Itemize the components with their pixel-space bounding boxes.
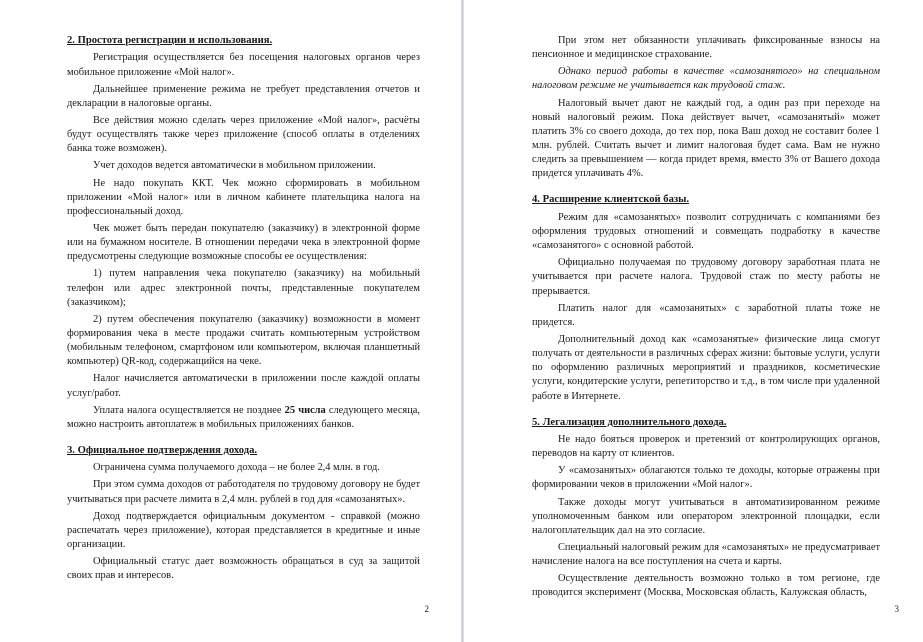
section-3-heading: 3. Официальное подтверждения дохода.	[67, 444, 258, 456]
paragraph: Официальный статус дает возможность обращаться в суд за защитой своих прав и интересов.	[67, 556, 420, 582]
page-number: 2	[424, 604, 429, 614]
paragraph: Дополнительный доход как «самозанятые» физические лица смогут получать от деятельности в различных сферах жизни: бытовые услуги, услуги по оформлению различных мероприятий и праздников, косметические услуги, кондитерские услуги, репетиторство и т.д., в том числе при удаленной работе в Интернете.	[532, 333, 880, 402]
list-item-2: 2) путем обеспечения покупателю (заказчику) возможности в момент формирования чека в месте продажи считать компьютерным устройством (мобильным телефоном, смартфоном или компьютером, включая планшетный компьютер) QR-код, содержащийся на чеке.	[67, 313, 420, 368]
section-2-heading: 2. Простота регистрации и использования.	[67, 35, 273, 46]
paragraph: При этом сумма доходов от работодателя по трудовому договору не будет учитываться при расчете лимита в 2,4 млн. рублей в год для «самозанятых».	[67, 479, 420, 505]
text: следующего месяца, можно настроить автоплатеж в мобильных приложениях банков.	[67, 404, 420, 430]
page-3-text-column	[532, 34, 880, 604]
paragraph: Учет доходов ведется автоматически в мобильном приложении.	[93, 160, 376, 172]
paragraph: Доход подтверждается официальным документом - справкой (можно распечатать через приложение), которая представляется в кредитные и иные организации.	[67, 510, 420, 551]
page-2-text-column	[67, 34, 420, 586]
paragraph: Чек может быть передан покупателю (заказчику) в электронной форме или на бумажном носителе. В отношении передачи чека в электронной форме предусмотрены следующие возможные способы ее осуществления:	[67, 222, 420, 263]
paragraph: Налог начисляется автоматически в приложении после каждой оплаты услуг/работ.	[67, 373, 420, 399]
paragraph-tax-deadline	[67, 404, 420, 432]
paragraph: Регистрация осуществляется без посещения налоговых органов через мобильное приложение «Мой налог».	[67, 52, 420, 78]
paragraph: Не надо бояться проверок и претензий от контролирующих органов, переводов на карту от клиентов.	[532, 434, 880, 460]
paragraph: У «самозанятых» облагаются только те доходы, которые отражены при формировании чеков в приложении «Мой налог».	[532, 465, 880, 491]
paragraph: При этом нет обязанности уплачивать фиксированные взносы на пенсионное и медицинское страхование.	[532, 35, 880, 61]
page-2	[0, 0, 461, 642]
text: Уплата налога осуществляется не позднее	[93, 404, 285, 416]
paragraph: Специальный налоговый режим для «самозанятых» не предусматривает начисление налога на все поступления на счета и карты.	[532, 542, 880, 568]
paragraph: Налоговый вычет дают не каждый год, а один раз при переходе на новый налоговый режим. Пока действует вычет, «самозанятый» может платить 3% со своего дохода, до тех пор, пока Ваш доход не составит более 1 млн. рублей. Считать вычет и лимит налоговая будет сама. Вам не нужно следить за превышением — когда придет время, вместо 3% от Вашего дохода придется уплачивать 4%.	[532, 97, 880, 180]
paragraph: Дальнейшее применение режима не требует представления отчетов и декларации в налоговые органы.	[67, 83, 420, 109]
list-item-1: 1) путем направления чека покупателю (заказчику) на мобильный телефон или адрес электронной почты, представленные покупателем (заказчиком);	[67, 268, 420, 308]
deadline-bold: 25 числа	[284, 404, 326, 416]
page-3	[464, 0, 923, 642]
paragraph: Все действия можно сделать через приложение «Мой налог», расчёты будут осуществлять также через приложение (способ оплаты в отделениях банка тоже возможен).	[67, 114, 420, 155]
paragraph: Также доходы могут учитываться в автоматизированном режиме уполномоченным банком или оператором электронной площадки, если налогоплательщик дал на это согласие.	[532, 496, 880, 536]
section-5-heading: 5. Легализация дополнительного дохода.	[532, 416, 727, 428]
paragraph: Платить налог для «самозанятых» с заработной платы тоже не придется.	[532, 302, 880, 328]
paragraph: Осуществление деятельность возможно только в том регионе, где проводится эксперимент (Москва, Московская область, Калужская область,	[532, 573, 880, 599]
section-4-heading: 4. Расширение клиентской базы.	[532, 194, 690, 206]
paragraph-italic: Однако период работы в качестве «самозанятого» на специальном налоговом режиме не учитывается как трудовой стаж.	[532, 66, 880, 92]
paragraph: Ограничена сумма получаемого дохода – не более 2,4 млн. в год.	[93, 462, 380, 474]
paragraph: Режим для «самозанятых» позволит сотрудничать с компаниями без оформления трудовых отношений и совмещать подработку в качестве «самозанятого» с основной работой.	[532, 211, 880, 252]
paragraph: Не надо покупать ККТ. Чек можно сформировать в мобильном приложении «Мой налог» или в личном кабинете плательщика налога на профессиональный доход.	[67, 177, 420, 217]
page-number: 3	[894, 604, 899, 614]
paragraph: Официально получаемая по трудовому договору заработная плата не учитывается при расчете налога. Трудовой стаж по месту работы не прерывается.	[532, 257, 880, 297]
